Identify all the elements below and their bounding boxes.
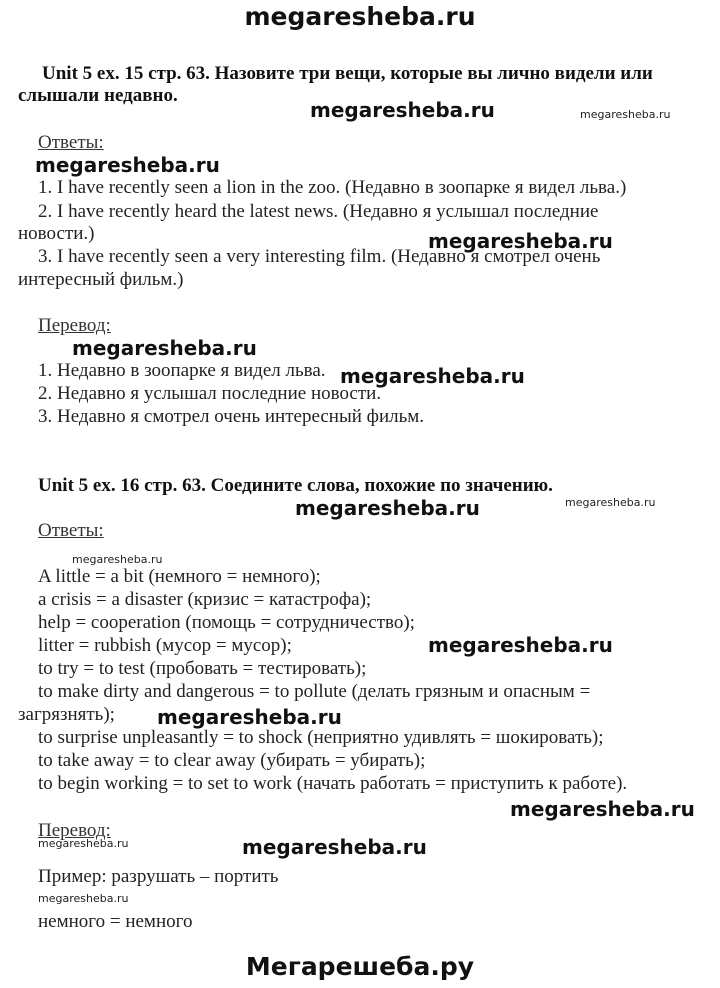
watermark: megaresheba.ru: [295, 496, 480, 520]
exercise-16-answers-label: Ответы:: [38, 520, 104, 541]
exercise-15-translation-line: 1. Недавно в зоопарке я видел льва.: [38, 360, 326, 381]
exercise-16-answer-line: to make dirty and dangerous = to pollute (делать грязным и опасным =: [38, 681, 591, 702]
exercise-16-answer-line: to try = to test (пробовать = тестировать);: [38, 658, 367, 679]
exercise-16-answer-line: A little = a bit (немного = немного);: [38, 566, 321, 587]
exercise-15-heading-line2: слышали недавно.: [18, 85, 178, 106]
watermark: megaresheba.ru: [580, 108, 671, 121]
exercise-15-answer-line: новости.): [18, 223, 95, 244]
watermark: megaresheba.ru: [157, 705, 342, 729]
watermark: megaresheba.ru: [72, 553, 163, 566]
exercise-15-translation-line: 3. Недавно я смотрел очень интересный фильм.: [38, 406, 425, 427]
exercise-16-heading: Unit 5 ex. 16 стр. 63. Соедините слова, похожие по значению.: [38, 475, 553, 496]
exercise-16-translation-line: Пример: разрушать – портить: [38, 866, 279, 887]
watermark: megaresheba.ru: [565, 496, 656, 509]
watermark: megaresheba.ru: [310, 98, 495, 122]
exercise-15-translation-line: 2. Недавно я услышал последние новости.: [38, 383, 382, 404]
watermark: megaresheba.ru: [428, 633, 613, 657]
site-footer: Мегарешеба.ру: [245, 952, 475, 981]
site-header: megaresheba.ru: [244, 2, 476, 31]
exercise-16-answer-line: загрязнять);: [18, 704, 115, 725]
watermark: megaresheba.ru: [510, 797, 695, 821]
watermark: megaresheba.ru: [428, 229, 613, 253]
exercise-15-heading-line1: Unit 5 ex. 15 стр. 63. Назовите три вещи, которые вы лично видели или: [42, 63, 653, 84]
exercise-16-answer-line: help = cooperation (помощь = сотрудничество);: [38, 612, 415, 633]
watermark: megaresheba.ru: [72, 336, 257, 360]
exercise-16-answer-line: litter = rubbish (мусор = мусор);: [38, 635, 292, 656]
watermark: megaresheba.ru: [35, 153, 220, 177]
exercise-16-answer-line: a crisis = a disaster (кризис = катастрофа);: [38, 589, 372, 610]
watermark: megaresheba.ru: [38, 892, 129, 905]
exercise-16-translation-line: немного = немного: [38, 911, 193, 932]
exercise-15-translation-label: Перевод:: [38, 315, 111, 336]
exercise-15-answer-line: интересный фильм.): [18, 269, 184, 290]
exercise-15-answer-line: 1. I have recently seen a lion in the zoo. (Недавно в зоопарке я видел льва.): [38, 177, 627, 198]
exercise-15-answer-line: 3. I have recently seen a very interesting film. (Недавно я смотрел очень: [38, 246, 601, 267]
exercise-16-answer-line: to surprise unpleasantly = to shock (неприятно удивлять = шокировать);: [38, 727, 604, 748]
watermark: megaresheba.ru: [242, 835, 427, 859]
watermark: megaresheba.ru: [38, 837, 129, 850]
watermark: megaresheba.ru: [340, 364, 525, 388]
exercise-16-answer-line: to begin working = to set to work (начать работать = приступить к работе).: [38, 773, 628, 794]
exercise-16-translation-label: Перевод:: [38, 820, 111, 841]
exercise-16-answer-line: to take away = to clear away (убирать = убирать);: [38, 750, 426, 771]
exercise-15-answers-label: Ответы:: [38, 132, 104, 153]
exercise-15-answer-line: 2. I have recently heard the latest news. (Недавно я услышал последние: [38, 201, 599, 222]
